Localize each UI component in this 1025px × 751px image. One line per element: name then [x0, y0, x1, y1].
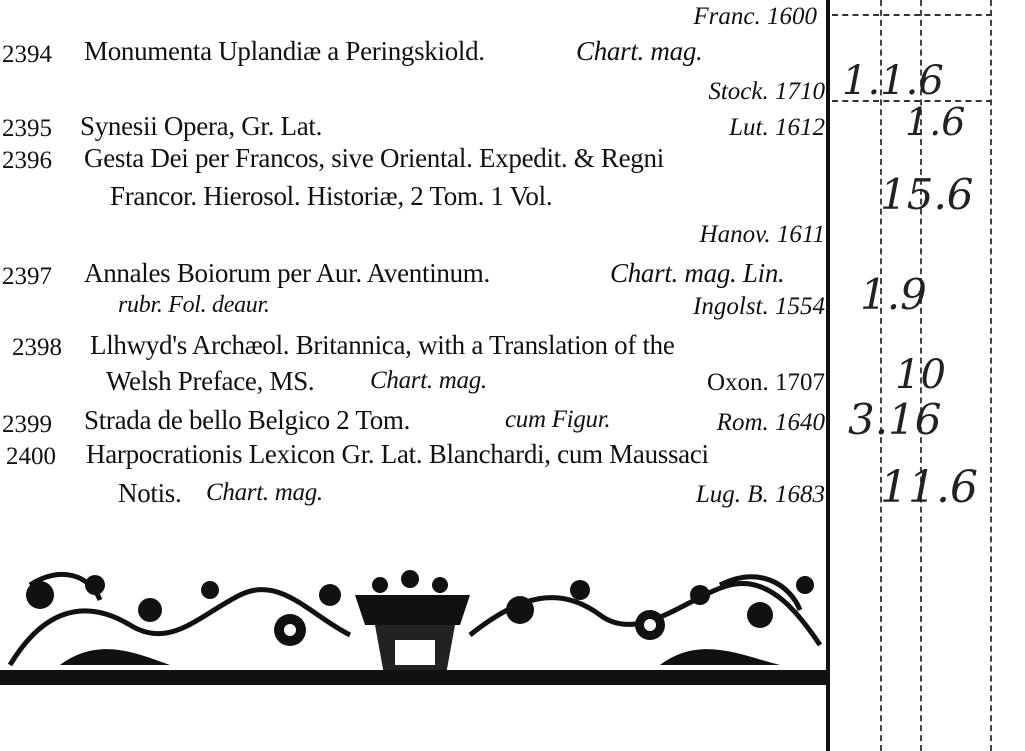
handwritten-price: 1.9	[860, 270, 927, 319]
entry-line2: Notis.	[118, 478, 182, 508]
entry-title: Llhwyd's Archæol. Britannica, with a Translation of the	[90, 330, 675, 360]
lot-number: 2394	[2, 41, 52, 68]
entry-title: Gesta Dei per Francos, sive Oriental. Expedit. & Regni	[84, 143, 664, 173]
entry-line2-italic: Chart. mag.	[206, 479, 323, 506]
entry-imprint: Lug. B. 1683	[695, 481, 825, 508]
entry-title: Monumenta Uplandiæ a Peringskiold.	[84, 36, 485, 66]
handwritten-price: 1.1.6	[842, 58, 944, 104]
entry-title: Harpocrationis Lexicon Gr. Lat. Blanchardi, cum Maussaci	[86, 439, 709, 469]
handwritten-price: 1.6	[905, 100, 966, 144]
entry-imprint: Ingolst. 1554	[693, 293, 825, 320]
woodcut-ornament	[0, 555, 828, 685]
entry-imprint: Hanov. 1611	[699, 221, 825, 248]
lot-number: 2395	[2, 115, 52, 142]
entry-imprint: Lut. 1612	[729, 114, 825, 141]
lot-number: 2398	[12, 334, 62, 361]
entry-title: Annales Boiorum per Aur. Aventinum.	[84, 258, 490, 288]
handwritten-price: 3.16	[848, 395, 942, 444]
lot-number: 2399	[2, 411, 52, 438]
entry-title: Synesii Opera, Gr. Lat.	[80, 111, 323, 141]
handwritten-price: 15.6	[880, 170, 974, 219]
entry-imprint: Oxon. 1707	[706, 369, 825, 396]
margin-tick	[832, 14, 992, 16]
handwritten-price: 10	[895, 352, 946, 398]
entry-note: Chart. mag. Lin.	[610, 258, 785, 288]
entry-line2-italic: Chart. mag.	[370, 367, 487, 394]
margin-dashed-line-3	[990, 0, 992, 751]
entry-line2-italic: rubr. Fol. deaur.	[118, 292, 270, 318]
lot-number: 2396	[2, 147, 52, 174]
entry-title: Strada de bello Belgico 2 Tom.	[84, 405, 411, 435]
margin-dashed-line	[880, 0, 882, 751]
lot-number: 2397	[2, 263, 52, 290]
entry-line2: Francor. Hierosol. Historiæ, 2 Tom. 1 Vol.	[110, 181, 553, 211]
handwritten-price: 11.6	[880, 462, 978, 513]
entry-note: Chart. mag.	[576, 36, 703, 66]
entry-note: cum Figur.	[505, 406, 611, 433]
top-partial-imprint: Franc. 1600	[693, 3, 817, 30]
price-column-rule	[826, 0, 830, 751]
entry-imprint: Stock. 1710	[708, 78, 825, 105]
lot-number: 2400	[6, 443, 56, 470]
entry-imprint: Rom. 1640	[716, 409, 825, 436]
entry-line2: Welsh Preface, MS.	[106, 366, 315, 396]
